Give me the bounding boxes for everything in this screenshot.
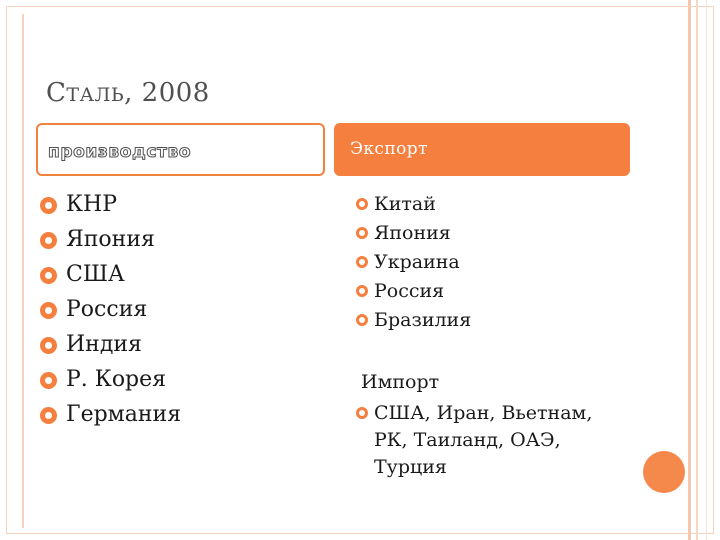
import-item-text: США, Иран, Вьетнам, РК, Таиланд, ОАЭ, Турция (374, 402, 593, 478)
bullet-icon (356, 198, 368, 210)
bullet-icon (40, 372, 57, 389)
list-item (356, 248, 471, 277)
list-item-text: Германия (66, 402, 182, 427)
list-item-text: Япония (374, 222, 451, 244)
list-item-text: Россия (374, 280, 445, 302)
list-item-text: КНР (66, 192, 118, 217)
list-item (40, 330, 181, 365)
bullet-icon (356, 256, 368, 268)
list-item (40, 260, 181, 295)
bullet-icon (40, 302, 57, 319)
right-decor-line (706, 0, 707, 540)
right-decor-line (688, 0, 691, 540)
bullet-icon (356, 285, 368, 297)
bullet-icon (40, 267, 57, 284)
bullet-icon (356, 227, 368, 239)
list-item-text: США (66, 262, 125, 287)
export-header: Экспорт (350, 139, 428, 159)
list-item-text: Бразилия (374, 309, 472, 331)
list-item-text: Индия (66, 332, 142, 357)
bullet-icon (356, 314, 368, 326)
list-item-text: Украина (374, 251, 460, 273)
list-item-text: Китай (374, 193, 436, 215)
production-header: производство (48, 142, 192, 162)
import-heading: Импорт (361, 371, 440, 393)
list-item (356, 306, 471, 335)
list-item (356, 219, 471, 248)
list-item-text: Р. Корея (66, 367, 167, 392)
export-list (356, 190, 471, 335)
list-item-text: Япония (66, 227, 155, 252)
list-item (356, 190, 471, 219)
right-decor-line (696, 0, 698, 540)
list-item (356, 277, 471, 306)
bullet-icon (356, 407, 368, 419)
title-initial: С (46, 78, 67, 108)
list-item-text: Россия (66, 297, 148, 322)
title-smallcaps: ТАЛЬ (66, 84, 125, 106)
list-item (40, 400, 181, 435)
bullet-icon (40, 232, 57, 249)
export-header-box (334, 123, 630, 176)
bullet-icon (40, 337, 57, 354)
bullet-icon (40, 407, 57, 424)
list-item (40, 190, 181, 225)
title-year: , 2008 (124, 78, 210, 108)
production-header-box (36, 123, 325, 176)
list-item (40, 295, 181, 330)
decorative-circle-icon (643, 451, 685, 493)
list-item (40, 365, 181, 400)
list-item (40, 225, 181, 260)
left-decor-line (22, 14, 24, 528)
production-list (40, 190, 181, 435)
bullet-icon (40, 197, 57, 214)
import-list-item (356, 400, 626, 481)
slide-title (46, 78, 210, 108)
